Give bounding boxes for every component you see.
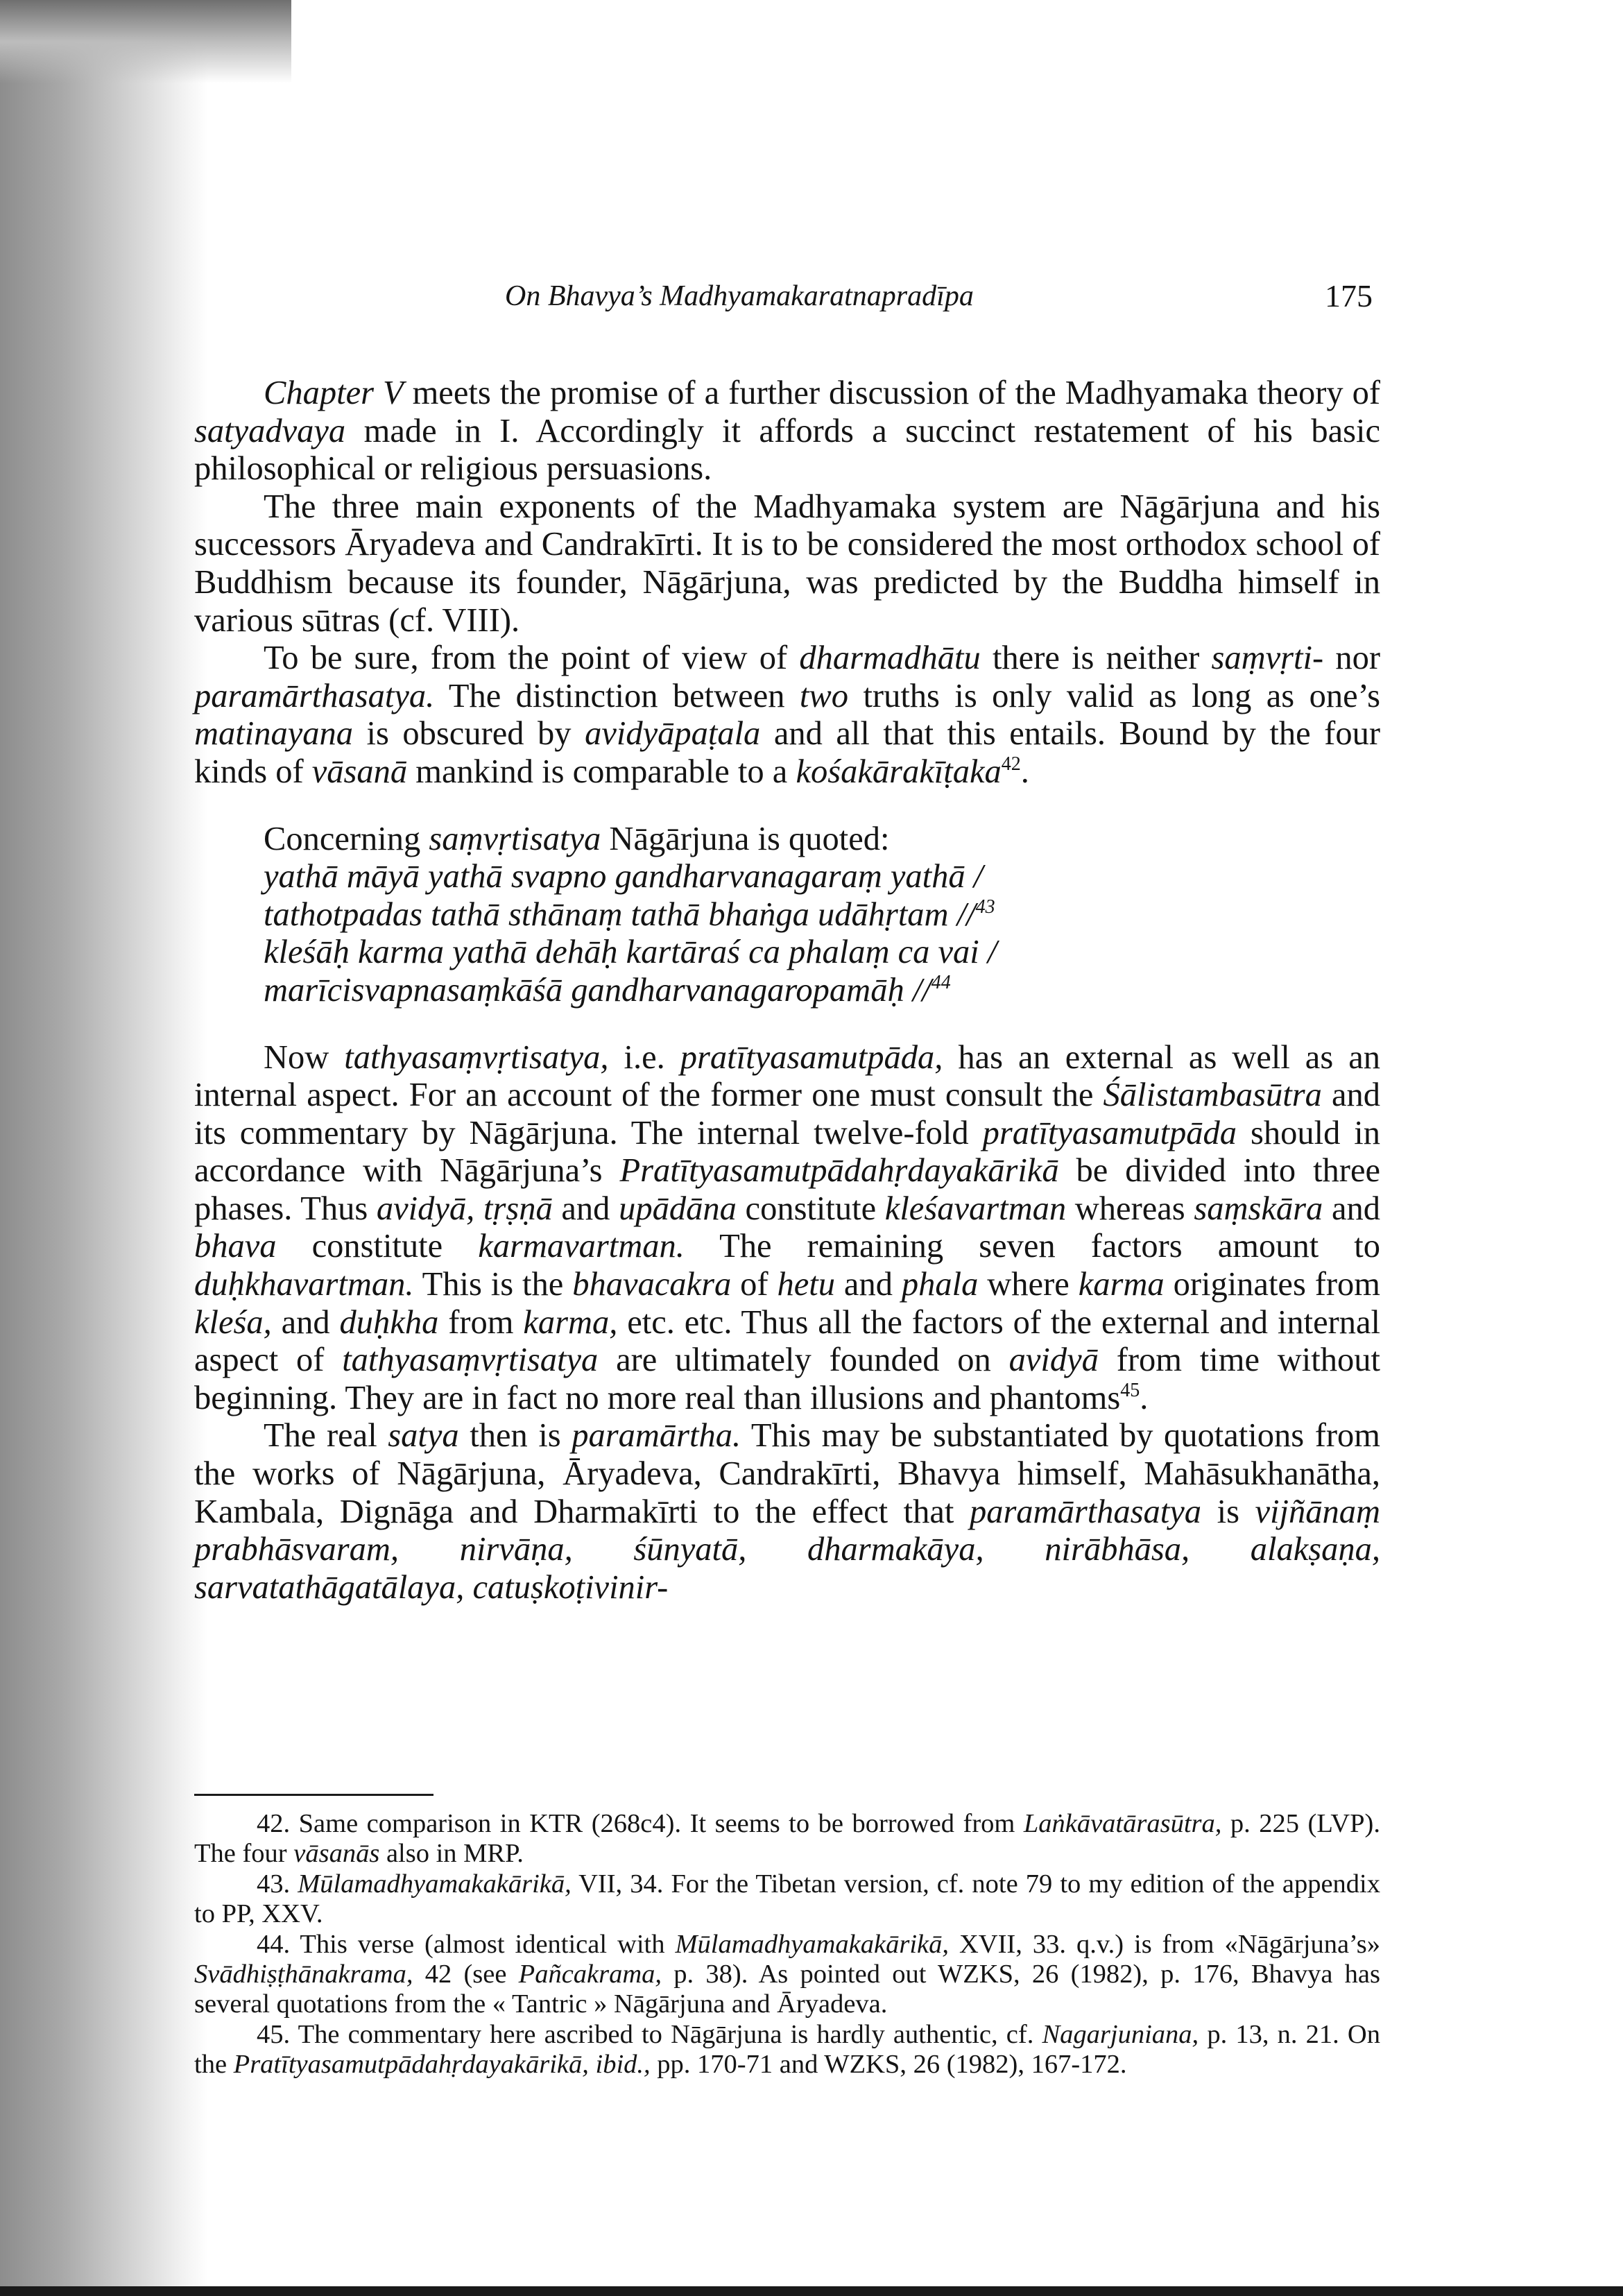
scan-gutter-shadow [0, 0, 208, 2296]
verse-line: marīcisvapnasaṃkāśā gandharvanagaropamāḥ //$^{44}$ [264, 971, 951, 1009]
footnotes [194, 1809, 1380, 2080]
scan-bottom-edge [0, 2286, 1623, 2296]
paragraph-two-truths: To be sure, from the point of view of dharmadhātu there is neither saṃvṛti- nor paramārthasatya. The distinction between two truths is only valid as long as one’s matinayana is obscured by avidyāpaṭala and all that this entails. Bound by the four kinds of vāsanā mankind is comparable to a kośakārakīṭaka$^{42}$. [194, 640, 1381, 790]
verse-line: kleśāḥ karma yathā dehāḥ kartāraś ca phalaṃ ca vai / [264, 934, 997, 971]
paragraph-samvrtisatya: Concerning saṃvṛtisatya Nāgārjuna is quoted: [264, 820, 890, 857]
main-text [194, 375, 1380, 1607]
footnote-ref-42: 42 [1001, 753, 1021, 775]
footnote-ref-44: 44 [931, 971, 951, 993]
footnote-43: 43. Mūlamadhyamakakārikā, VII, 34. For the Tibetan version, cf. note 79 to my edition of the appendix to PP, XXV. [194, 1869, 1380, 1929]
verse-quotation [264, 858, 1380, 1009]
verse-line: tathotpadas tathā sthānaṃ tathā bhaṅga udāhṛtam //$^{43}$ [264, 896, 995, 933]
footnote-ref-45: 45 [1120, 1379, 1140, 1401]
scan-corner-shadow [0, 0, 291, 83]
footnote-42: 42. Same comparison in KTR (268c4). It seems to be borrowed from Laṅkāvatārasūtra, p. 225 (LVP). The four vāsanās also in MRP. [194, 1809, 1380, 1869]
page-number: 175 [1325, 278, 1373, 314]
running-head: On Bhavya’s Madhyamakaratnapradīpa [505, 280, 974, 312]
footnote-separator [194, 1794, 433, 1796]
paragraph-paramartha: The real satya then is paramārtha. This may be substantiated by quotations from the works of Nāgārjuna, Āryadeva, Candrakīrti, Bhavya himself, Mahāsukhanātha, Kambala, Dignāga and Dharmakīrti to the effect that paramārthasatya is vijñānaṃ prabhāsvaram, nirvāṇa, śūnyatā, dharmakāya, nirābhāsa, alakṣaṇa, sarvatathāgatālaya, catuṣkoṭivinir- [194, 1417, 1380, 1606]
footnote-ref-43: 43 [975, 896, 995, 918]
paragraph-tathyasamvrtisatya: Now tathyasaṃvṛtisatya, i.e. pratītyasamutpāda, has an external as well as an internal aspect. For an account of the former one must consult the Śālistambasūtra and its commentary by Nāgārjuna. The internal twelve-fold pratītyasamutpāda should in accordance with Nāgārjuna’s Pratītyasamutpādahṛdayakārikā be divided into three phases. Thus avidyā, tṛṣṇā and upādāna constitute kleśavartman whereas saṃskāra and bhava constitute karmavartman. The remaining seven factors amount to duḥkhavartman. This is the bhavacakra of hetu and phala where karma originates from kleśa, and duḥkha from karma, etc. etc. Thus all the factors of the external and internal aspect of tathyasaṃvṛtisatya are ultimately founded on avidyā from time without beginning. They are in fact no more real than illusions and phantoms$^{45}$. [194, 1038, 1381, 1416]
footnote-45: 45. The commentary here ascribed to Nāgārjuna is hardly authentic, cf. Nagarjuniana, p. 13, n. 21. On the Pratītyasamutpādahṛdayakārikā, ibid., pp. 170-71 and WZKS, 26 (1982), 167-172. [194, 2019, 1380, 2080]
footnote-44: 44. This verse (almost identical with Mūlamadhyamakakārikā, XVII, 33. q.v.) is from «Nāgārjuna’s» Svādhiṣṭhānakrama, 42 (see Pañcakrama, p. 38). As pointed out WZKS, 26 (1982), p. 176, Bhavya has several quotations from the « Tantric » Nāgārjuna and Āryadeva. [194, 1929, 1380, 2019]
paragraph-exponents: The three main exponents of the Madhyamaka system are Nāgārjuna and his successors Āryadeva and Candrakīrti. It is to be considered the most orthodox school of Buddhism because its founder, Nāgārjuna, was predicted by the Buddha himself in various sūtras (cf. VIII). [194, 488, 1380, 639]
verse-line: yathā māyā yathā svapno gandharvanagaraṃ yathā / [264, 858, 984, 896]
paragraph-chapter-v: Chapter V meets the promise of a further discussion of the Madhyamaka theory of satyadvaya made in I. Accordingly it affords a succinct restatement of his basic philosophical or religious persuasions. [194, 375, 1380, 488]
